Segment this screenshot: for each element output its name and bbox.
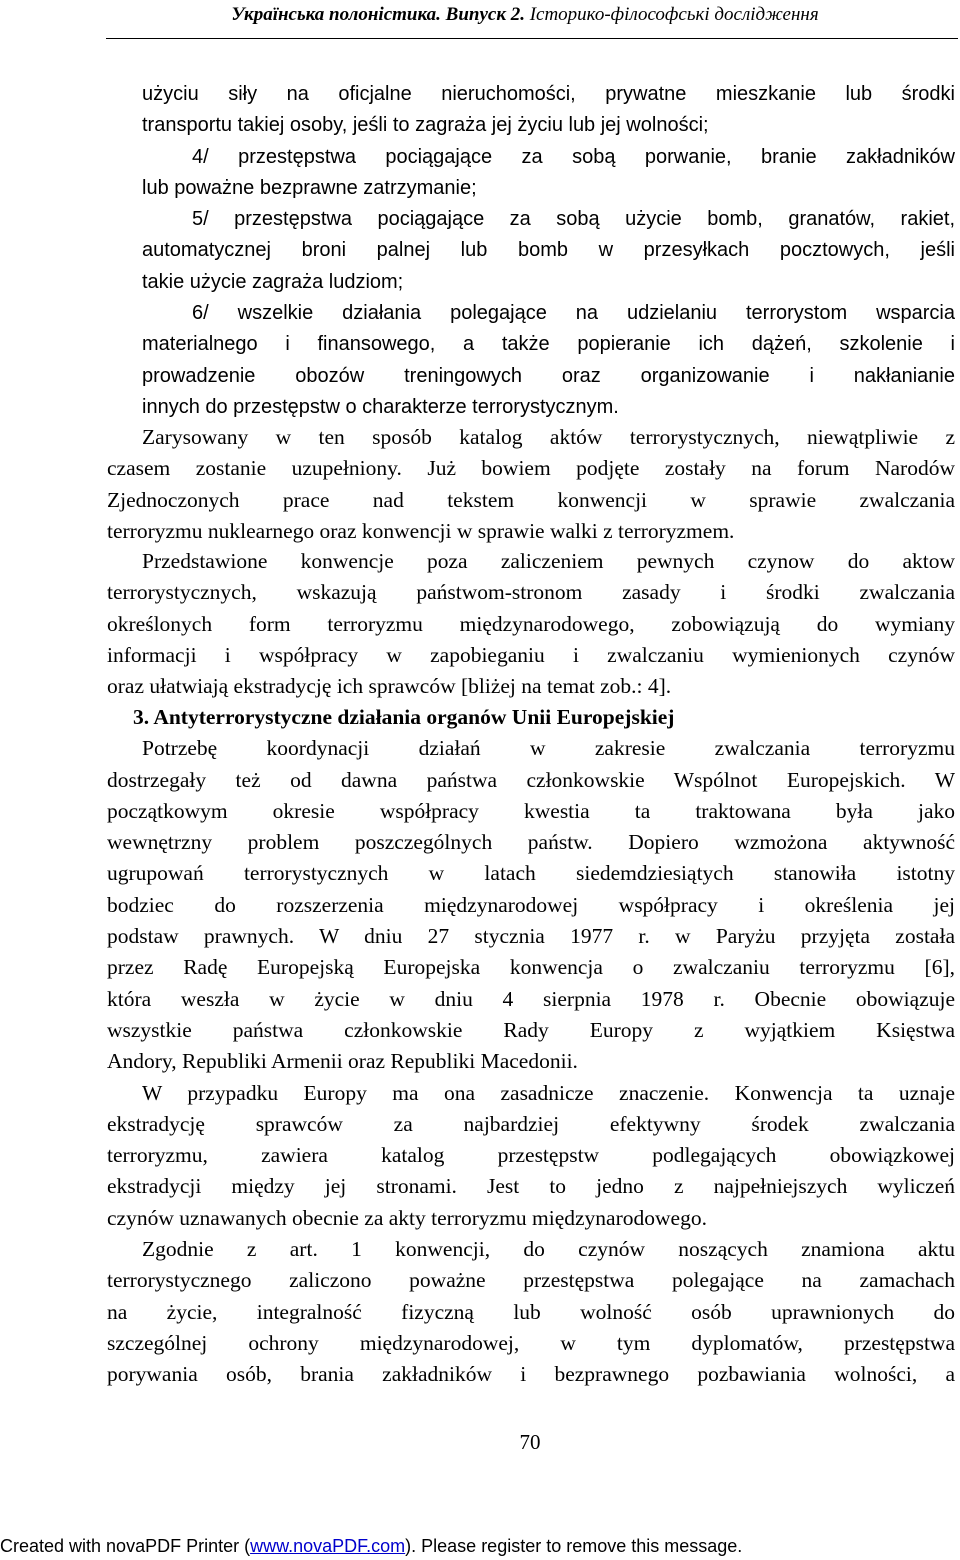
text-line: informacji i współpracy w zapobieganiu i zwalczaniu wymienionych czynów — [107, 642, 955, 667]
section-3 — [107, 702, 955, 1391]
page-number: 70 — [519, 1430, 541, 1454]
list-block — [107, 79, 955, 423]
text-line: porywania osób, brania zakładników i bezprawnego pozbawiania wolności, a — [107, 1362, 955, 1387]
text-line: ugrupowań terrorystycznych w latach siedemdziesiątych stanowiła istotny — [107, 861, 955, 886]
text-line: materialnego i finansowego, a także popieranie ich dążeń, szkolenie i — [142, 333, 955, 356]
text-line: 6/ wszelkie działania polegające na udzielaniu terrorystom wsparcia — [192, 302, 955, 325]
paragraph-catalog — [107, 422, 955, 547]
text-line: transportu takiej osoby, jeśli to zagraża jej życiu lub jej wolności; — [142, 114, 709, 137]
journal-title: Українська полоністика. Випуск 2. — [231, 4, 525, 25]
text-line: terroryzmu, zawiera katalog przestępstw podlegających obowiązkowej — [107, 1143, 955, 1168]
text-line: szczególnej ochrony międzynarodowej, w tym dyplomatów, przestępstwa — [107, 1330, 955, 1355]
text-line: wewnętrzny problem poszczególnych państw. Dopiero wzmożona aktywność — [107, 830, 955, 855]
text-line: czynów uznawanych obecnie za akty terroryzmu międzynarodowego. — [107, 1205, 707, 1230]
text-line: przez Radę Europejską Europejska konwencja o zwalczaniu terroryzmu [6], — [107, 955, 955, 980]
running-header — [200, 4, 850, 26]
text-line: 4/ przestępstwa pociągające za sobą porwanie, branie zakładników — [192, 145, 955, 168]
text-line: lub poważne bezprawne zatrzymanie; — [142, 176, 477, 199]
text-line: czasem zostanie uzupełniony. Już bowiem podjęte zostały na forum Narodów — [107, 456, 955, 481]
text-line: początkowym okresie współpracy kwestia ta traktowana była jako — [107, 798, 955, 823]
text-line: prowadzenie obozów treningowych oraz organizowanie i nakłanianie — [142, 364, 955, 387]
text-line: W przypadku Europy ma ona zasadnicze znaczenie. Konwencja ta uznaje — [142, 1080, 955, 1105]
text-line: wszystkie państwa członkowskie Rady Europy z wyjątkiem Księstwa — [107, 1017, 955, 1042]
footer-watermark — [0, 1536, 742, 1557]
paragraph-conventions — [107, 546, 955, 702]
text-line: terrorystycznego zaliczono poważne przestępstwa polegające na zamachach — [107, 1268, 955, 1293]
text-line: Przedstawione konwencje poza zaliczeniem pewnych czynow do aktow — [142, 549, 955, 573]
text-line: innych do przestępstw o charakterze terrorystycznym. — [142, 395, 619, 418]
text-line: Potrzebę koordynacji działań w zakresie zwalczania terroryzmu — [142, 736, 955, 761]
text-line: dostrzegały też od dawna państwa członkowskie Wspólnot Europejskich. W — [107, 767, 955, 792]
section-heading: 3. Antyterrorystyczne działania organów Unii Europejskiej — [133, 705, 675, 729]
header-rule — [106, 38, 958, 39]
text-line: Zjednoczonych prace nad tekstem konwencji w sprawie zwalczania — [107, 487, 955, 512]
text-line: użyciu siły na oficjalne nieruchomości, prywatne mieszkanie lub środki — [142, 83, 955, 105]
text-line: podstaw prawnych. W dniu 27 stycznia 1977 r. w Paryżu przyjęta została — [107, 924, 955, 949]
text-line: na życie, integralność fizyczną lub wolność osób uprawnionych do — [107, 1299, 955, 1324]
text-line: 5/ przestępstwa pociągające za sobą użycie bomb, granatów, rakiet, — [192, 208, 955, 231]
footer-prefix: Created with novaPDF Printer ( — [0, 1536, 251, 1556]
text-line: ekstradycję sprawców za najbardziej efektywny środek zwalczania — [107, 1111, 955, 1136]
text-line: Andory, Republiki Armenii oraz Republiki Macedonii. — [107, 1049, 578, 1074]
footer-suffix: ). Please register to remove this message. — [405, 1536, 743, 1556]
text-line: takie użycie zagraża ludziom; — [142, 270, 404, 293]
text-line: która weszła w życie w dniu 4 sierpnia 1978 r. Obecnie obowiązuje — [107, 986, 955, 1011]
text-line: ekstradycji między jej stronami. Jest to jedno z najpełniejszych wyliczeń — [107, 1174, 955, 1199]
text-line: terroryzmu nuklearnego oraz konwencji w sprawie walki z terroryzmem. — [107, 518, 735, 543]
text-line: oraz ułatwiają ekstradycję ich sprawców [bliżej na temat zob.: 4]. — [107, 674, 672, 699]
text-line: terrorystycznych, wskazują państwom-stronom zasady i środki zwalczania — [107, 580, 955, 605]
text-line: bodziec do rozszerzenia międzynarodowej współpracy i określenia jej — [107, 892, 955, 917]
footer-link[interactable]: www.novaPDF.com — [250, 1536, 406, 1556]
text-line: Zarysowany w ten sposób katalog aktów terrorystycznych, niewątpliwie z — [142, 425, 955, 449]
text-line: określonych form terroryzmu międzynarodowego, zobowiązują do wymiany — [107, 611, 955, 636]
section-title-header: Історико-філософські дослідження — [529, 4, 819, 25]
text-line: Zgodnie z art. 1 konwencji, do czynów noszących znamiona aktu — [142, 1237, 955, 1262]
text-line: automatycznej broni palnej lub bomb w przesyłkach pocztowych, jeśli — [142, 239, 955, 262]
